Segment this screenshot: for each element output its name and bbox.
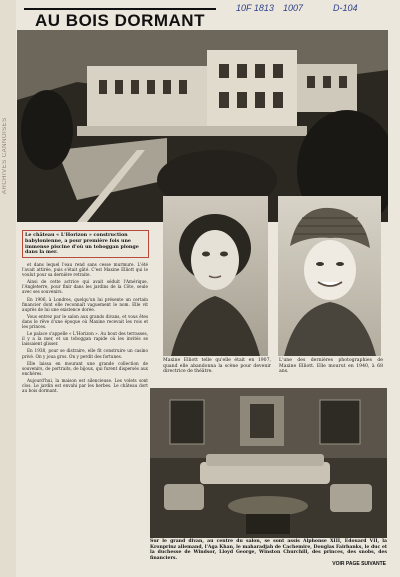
salon-caption: Sur le grand divan, au centre du salon, se sont assis Alphonse XIII, Edouard VII, la Kronprinz allemand, l'Aga Khan, le maharadjah de Cachemire, Douglas Fairbanks, le duc et la duchesse de Windsor, Lloyd George, Winston Churchill, des princes, des snobs, des financiers.: [150, 539, 387, 561]
article-paragraph: et dans lequel l'eau rend sans cesse murmure. L'été l'avait attirée, puis s'était gâté. C'est Maxine Elliott qui le voulut pour sa dernière retraite.: [22, 262, 148, 278]
article-paragraph: Aujourd'hui, la maison est silencieuse. Les volets sont clos. Le jardin est envahi par les herbes. Le château dort au bois dormant.: [22, 377, 148, 394]
portrait-old-caption: L'une des dernières photographies de Maxine Elliott. Elle mourut en 1940, à 68 ans.: [279, 358, 383, 375]
villa-illustration: [17, 30, 388, 222]
villa-photo: [17, 30, 388, 222]
continued-notice: VOIR PAGE SUIVANTE: [332, 561, 386, 567]
handwritten-ref-1: 10F 1813: [236, 3, 274, 13]
portrait-young-photo: [163, 196, 268, 356]
intro-caption-box: Le château « L'Horizon » construction babylonienne, a pour première fois une immense piscine d'où un toboggan plonge dans la mer.: [22, 230, 149, 258]
article-paragraph: En 1938, pour se distraire, elle fit construire un casino privé. On y joua gros. On y perdit des fortunes.: [22, 348, 148, 359]
article-paragraph: En 1906, à Londres, quelqu'un lui présente un certain financier dont elle reconnaît vaguement le nom. Elle vit auprès de lui une existence dorée.: [22, 296, 148, 312]
article-paragraph: Le palace s'appelle « L'Horizon ». Au bout des terrasses, il y a la mer, et un toboggan rapide où les invités se laissaient glisser.: [22, 331, 148, 347]
salon-photo: [150, 388, 387, 538]
article-title: AU BOIS DORMANT: [24, 8, 216, 34]
article-paragraph: Elle laissa en mourant une grande collection de souvenirs, de portraits, de bijoux, qui furent dispersés aux enchères.: [22, 360, 148, 376]
handwritten-ref-2: 1007: [283, 3, 304, 13]
article-body: [22, 262, 148, 562]
archive-stamp: ARCHIVES CANNOISES: [2, 117, 8, 194]
salon-illustration: [150, 388, 387, 538]
portrait-young-caption: Maxine Elliott telle qu'elle était en 1907, quand elle abandonna la scène pour devenir directrice de théâtre.: [163, 358, 271, 375]
handwritten-ref-3: D-104: [333, 3, 358, 13]
portrait-young-illustration: [163, 196, 268, 356]
portrait-old-photo: [278, 196, 381, 356]
portrait-old-illustration: [278, 196, 381, 356]
article-paragraph: Vous entrez par le salon aux grands divans, et vous êtes dans le rêve d'une époque où Maxine recevait les rois et les princes.: [22, 313, 148, 330]
article-paragraph: Ainsi de cette actrice qui avait séduit l'Amérique, l'Angleterre, pour finir dans les jardins de la Côte, seule avec ses souvenirs.: [22, 279, 148, 295]
